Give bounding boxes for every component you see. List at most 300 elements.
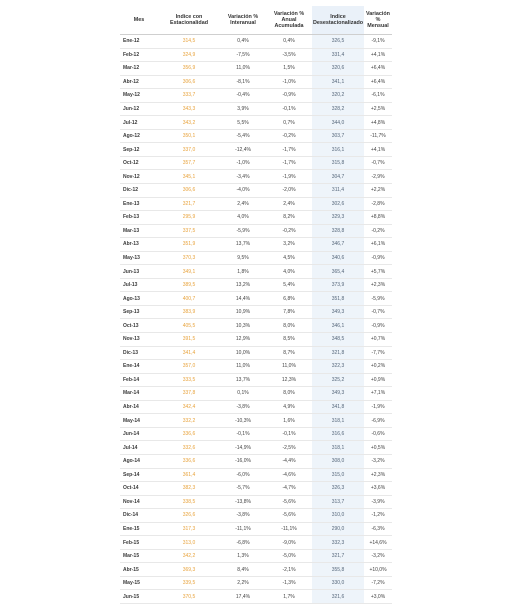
cell-indice-estacionalidad: 357,0 — [158, 360, 220, 374]
cell-indice-estacionalidad: 400,7 — [158, 292, 220, 306]
cell-mes: Ene-13 — [120, 197, 158, 211]
cell-variacion-mensual: -2,9% — [364, 170, 392, 184]
cell-variacion-interanual: 13,7% — [220, 238, 266, 252]
cell-variacion-mensual: +8,8% — [364, 211, 392, 225]
table-row — [120, 495, 392, 509]
cell-indice-desestacionalizado: 373,9 — [312, 278, 364, 292]
cell-variacion-mensual: +10,0% — [364, 563, 392, 577]
table-row — [120, 590, 392, 604]
cell-variacion-anual-acumulada: -0,2% — [266, 224, 312, 238]
cell-mes: May-15 — [120, 576, 158, 590]
cell-mes: Dic-14 — [120, 509, 158, 523]
cell-variacion-interanual: 10,0% — [220, 346, 266, 360]
cell-variacion-anual-acumulada: 8,5% — [266, 333, 312, 347]
header-indice-desestacionalizado: Indice Desestacionalizado — [312, 6, 364, 35]
table-row — [120, 211, 392, 225]
table-row — [120, 427, 392, 441]
cell-variacion-interanual: -16,0% — [220, 454, 266, 468]
cell-mes: Ene-14 — [120, 360, 158, 374]
table-row — [120, 522, 392, 536]
cell-variacion-interanual: 5,5% — [220, 116, 266, 130]
cell-variacion-anual-acumulada: 11,0% — [266, 360, 312, 374]
table-row — [120, 549, 392, 563]
cell-variacion-anual-acumulada: -4,4% — [266, 454, 312, 468]
cell-variacion-anual-acumulada: -1,3% — [266, 576, 312, 590]
cell-mes: May-12 — [120, 89, 158, 103]
cell-variacion-anual-acumulada: -5,0% — [266, 549, 312, 563]
cell-variacion-mensual: +4,1% — [364, 143, 392, 157]
cell-variacion-interanual: -3,4% — [220, 170, 266, 184]
cell-variacion-mensual: -3,2% — [364, 549, 392, 563]
cell-mes: Oct-14 — [120, 482, 158, 496]
cell-mes: Feb-14 — [120, 373, 158, 387]
cell-mes: Ago-12 — [120, 129, 158, 143]
cell-mes: Dic-12 — [120, 184, 158, 198]
cell-mes: Sep-13 — [120, 305, 158, 319]
cell-variacion-mensual: -6,9% — [364, 414, 392, 428]
cell-indice-desestacionalizado: 325,2 — [312, 373, 364, 387]
cell-variacion-interanual: 2,4% — [220, 197, 266, 211]
cell-indice-desestacionalizado: 313,7 — [312, 495, 364, 509]
table-row — [120, 224, 392, 238]
cell-mes: Oct-12 — [120, 156, 158, 170]
cell-indice-desestacionalizado: 348,5 — [312, 333, 364, 347]
cell-indice-desestacionalizado: 322,3 — [312, 360, 364, 374]
table-row — [120, 360, 392, 374]
cell-indice-desestacionalizado: 316,6 — [312, 427, 364, 441]
cell-indice-estacionalidad: 332,6 — [158, 441, 220, 455]
cell-indice-desestacionalizado: 349,3 — [312, 305, 364, 319]
cell-variacion-mensual: -1,2% — [364, 509, 392, 523]
cell-indice-estacionalidad: 324,9 — [158, 48, 220, 62]
cell-indice-desestacionalizado: 346,7 — [312, 238, 364, 252]
production-index-table — [120, 6, 392, 604]
cell-variacion-mensual: +3,0% — [364, 590, 392, 604]
table-row — [120, 333, 392, 347]
cell-mes: Sep-12 — [120, 143, 158, 157]
cell-variacion-anual-acumulada: -3,5% — [266, 48, 312, 62]
cell-variacion-interanual: 11,0% — [220, 62, 266, 76]
cell-indice-desestacionalizado: 320,2 — [312, 89, 364, 103]
cell-mes: Ene-12 — [120, 35, 158, 49]
cell-mes: Abr-13 — [120, 238, 158, 252]
cell-indice-estacionalidad: 337,0 — [158, 143, 220, 157]
table-row — [120, 292, 392, 306]
header-row — [120, 6, 392, 35]
cell-mes: Ene-15 — [120, 522, 158, 536]
cell-indice-estacionalidad: 306,6 — [158, 184, 220, 198]
cell-mes: Mar-14 — [120, 387, 158, 401]
cell-indice-desestacionalizado: 315,0 — [312, 468, 364, 482]
cell-mes: Feb-12 — [120, 48, 158, 62]
cell-indice-estacionalidad: 356,9 — [158, 62, 220, 76]
cell-variacion-anual-acumulada: 1,5% — [266, 62, 312, 76]
cell-mes: Dic-13 — [120, 346, 158, 360]
cell-mes: Mar-13 — [120, 224, 158, 238]
cell-mes: Ago-13 — [120, 292, 158, 306]
cell-variacion-interanual: 1,8% — [220, 265, 266, 279]
cell-mes: Mar-15 — [120, 549, 158, 563]
cell-mes: Abr-14 — [120, 400, 158, 414]
cell-indice-desestacionalizado: 315,8 — [312, 156, 364, 170]
cell-indice-desestacionalizado: 329,3 — [312, 211, 364, 225]
cell-variacion-interanual: -11,1% — [220, 522, 266, 536]
table-row — [120, 414, 392, 428]
cell-indice-desestacionalizado: 332,3 — [312, 536, 364, 550]
cell-indice-estacionalidad: 370,5 — [158, 590, 220, 604]
table-row — [120, 387, 392, 401]
table-row — [120, 89, 392, 103]
cell-indice-desestacionalizado: 318,1 — [312, 414, 364, 428]
cell-indice-estacionalidad: 383,9 — [158, 305, 220, 319]
cell-variacion-anual-acumulada: 12,3% — [266, 373, 312, 387]
table-header — [120, 6, 392, 35]
cell-variacion-interanual: -6,8% — [220, 536, 266, 550]
cell-variacion-anual-acumulada: 8,2% — [266, 211, 312, 225]
cell-indice-estacionalidad: 391,5 — [158, 333, 220, 347]
cell-variacion-mensual: +0,2% — [364, 360, 392, 374]
cell-variacion-anual-acumulada: 2,4% — [266, 197, 312, 211]
table-row — [120, 143, 392, 157]
cell-mes: Oct-13 — [120, 319, 158, 333]
cell-indice-estacionalidad: 339,5 — [158, 576, 220, 590]
table-row — [120, 400, 392, 414]
cell-variacion-interanual: 0,1% — [220, 387, 266, 401]
cell-variacion-mensual: -6,1% — [364, 89, 392, 103]
cell-variacion-mensual: -1,9% — [364, 400, 392, 414]
cell-variacion-interanual: -6,0% — [220, 468, 266, 482]
cell-variacion-interanual: 10,3% — [220, 319, 266, 333]
cell-indice-estacionalidad: 313,0 — [158, 536, 220, 550]
cell-variacion-interanual: 13,2% — [220, 278, 266, 292]
cell-variacion-anual-acumulada: -0,9% — [266, 89, 312, 103]
cell-mes: Feb-15 — [120, 536, 158, 550]
cell-variacion-mensual: +2,2% — [364, 184, 392, 198]
table-body — [120, 35, 392, 604]
cell-variacion-interanual: -5,4% — [220, 129, 266, 143]
cell-indice-desestacionalizado: 302,6 — [312, 197, 364, 211]
cell-variacion-anual-acumulada: -0,1% — [266, 427, 312, 441]
cell-indice-estacionalidad: 337,5 — [158, 224, 220, 238]
header-variacion-anual-acumulada: Variación % Anual Acumulada — [266, 6, 312, 35]
cell-variacion-interanual: 9,5% — [220, 251, 266, 265]
cell-variacion-anual-acumulada: -2,5% — [266, 441, 312, 455]
cell-indice-desestacionalizado: 349,3 — [312, 387, 364, 401]
cell-variacion-interanual: -0,4% — [220, 89, 266, 103]
header-variacion-mensual: Variación % Mensual — [364, 6, 392, 35]
cell-variacion-anual-acumulada: -5,6% — [266, 509, 312, 523]
cell-mes: Jul-13 — [120, 278, 158, 292]
cell-indice-estacionalidad: 333,7 — [158, 89, 220, 103]
cell-indice-estacionalidad: 343,2 — [158, 116, 220, 130]
cell-indice-desestacionalizado: 304,7 — [312, 170, 364, 184]
cell-variacion-anual-acumulada: -0,2% — [266, 129, 312, 143]
cell-variacion-interanual: -3,8% — [220, 509, 266, 523]
cell-mes: Abr-12 — [120, 75, 158, 89]
cell-variacion-anual-acumulada: -1,7% — [266, 156, 312, 170]
table-row — [120, 563, 392, 577]
cell-mes: Jun-14 — [120, 427, 158, 441]
cell-indice-estacionalidad: 332,2 — [158, 414, 220, 428]
cell-variacion-mensual: -7,7% — [364, 346, 392, 360]
cell-mes: Jun-13 — [120, 265, 158, 279]
cell-variacion-interanual: -4,0% — [220, 184, 266, 198]
table-row — [120, 373, 392, 387]
table-row — [120, 238, 392, 252]
cell-variacion-anual-acumulada: 3,2% — [266, 238, 312, 252]
cell-indice-estacionalidad: 349,1 — [158, 265, 220, 279]
table-row — [120, 278, 392, 292]
table-row — [120, 468, 392, 482]
cell-indice-desestacionalizado: 318,1 — [312, 441, 364, 455]
cell-variacion-mensual: -3,2% — [364, 454, 392, 468]
table-row — [120, 116, 392, 130]
table-row — [120, 265, 392, 279]
cell-variacion-anual-acumulada: 0,4% — [266, 35, 312, 49]
cell-mes: Jun-15 — [120, 590, 158, 604]
cell-indice-estacionalidad: 345,1 — [158, 170, 220, 184]
cell-indice-estacionalidad: 351,9 — [158, 238, 220, 252]
cell-mes: Sep-14 — [120, 468, 158, 482]
cell-variacion-anual-acumulada: 1,7% — [266, 590, 312, 604]
cell-variacion-anual-acumulada: -2,0% — [266, 184, 312, 198]
cell-variacion-mensual: -0,9% — [364, 251, 392, 265]
cell-indice-estacionalidad: 357,7 — [158, 156, 220, 170]
cell-variacion-anual-acumulada: 1,6% — [266, 414, 312, 428]
cell-variacion-mensual: -3,9% — [364, 495, 392, 509]
cell-variacion-mensual: +6,1% — [364, 238, 392, 252]
cell-mes: Jul-12 — [120, 116, 158, 130]
cell-variacion-mensual: +2,5% — [364, 102, 392, 116]
cell-indice-estacionalidad: 306,6 — [158, 75, 220, 89]
cell-indice-desestacionalizado: 311,4 — [312, 184, 364, 198]
cell-variacion-anual-acumulada: 8,0% — [266, 387, 312, 401]
cell-variacion-interanual: 14,4% — [220, 292, 266, 306]
cell-mes: Ago-14 — [120, 454, 158, 468]
cell-indice-desestacionalizado: 321,7 — [312, 549, 364, 563]
cell-variacion-anual-acumulada: 4,0% — [266, 265, 312, 279]
cell-indice-estacionalidad: 333,5 — [158, 373, 220, 387]
table-row — [120, 129, 392, 143]
cell-variacion-interanual: -8,1% — [220, 75, 266, 89]
cell-variacion-anual-acumulada: 5,4% — [266, 278, 312, 292]
cell-variacion-interanual: -3,8% — [220, 400, 266, 414]
table-row — [120, 170, 392, 184]
cell-variacion-interanual: -7,5% — [220, 48, 266, 62]
cell-variacion-interanual: -12,4% — [220, 143, 266, 157]
cell-indice-desestacionalizado: 346,1 — [312, 319, 364, 333]
cell-indice-desestacionalizado: 326,3 — [312, 482, 364, 496]
cell-variacion-mensual: -11,7% — [364, 129, 392, 143]
table-row — [120, 62, 392, 76]
cell-variacion-anual-acumulada: 8,7% — [266, 346, 312, 360]
cell-variacion-interanual: 11,0% — [220, 360, 266, 374]
cell-variacion-mensual: -7,2% — [364, 576, 392, 590]
cell-mes: Jun-12 — [120, 102, 158, 116]
cell-variacion-mensual: +0,5% — [364, 441, 392, 455]
cell-indice-estacionalidad: 350,1 — [158, 129, 220, 143]
table-row — [120, 35, 392, 49]
table-row — [120, 536, 392, 550]
cell-indice-estacionalidad: 343,3 — [158, 102, 220, 116]
cell-mes: Nov-12 — [120, 170, 158, 184]
cell-indice-desestacionalizado: 330,0 — [312, 576, 364, 590]
cell-variacion-anual-acumulada: -1,7% — [266, 143, 312, 157]
cell-variacion-interanual: 17,4% — [220, 590, 266, 604]
cell-indice-estacionalidad: 369,3 — [158, 563, 220, 577]
cell-indice-estacionalidad: 337,8 — [158, 387, 220, 401]
cell-variacion-anual-acumulada: 4,5% — [266, 251, 312, 265]
table-row — [120, 346, 392, 360]
cell-indice-desestacionalizado: 340,6 — [312, 251, 364, 265]
cell-variacion-interanual: -1,0% — [220, 156, 266, 170]
cell-variacion-mensual: +6,4% — [364, 62, 392, 76]
cell-mes: Abr-15 — [120, 563, 158, 577]
table-row — [120, 454, 392, 468]
cell-variacion-mensual: -0,6% — [364, 427, 392, 441]
cell-indice-desestacionalizado: 351,8 — [312, 292, 364, 306]
header-variacion-interanual: Variación % Interanual — [220, 6, 266, 35]
cell-indice-estacionalidad: 342,4 — [158, 400, 220, 414]
cell-indice-desestacionalizado: 320,6 — [312, 62, 364, 76]
cell-variacion-mensual: -0,9% — [364, 319, 392, 333]
cell-indice-estacionalidad: 389,5 — [158, 278, 220, 292]
cell-indice-estacionalidad: 295,9 — [158, 211, 220, 225]
cell-indice-estacionalidad: 342,2 — [158, 549, 220, 563]
cell-indice-estacionalidad: 326,6 — [158, 509, 220, 523]
cell-indice-estacionalidad: 317,3 — [158, 522, 220, 536]
cell-indice-desestacionalizado: 321,8 — [312, 346, 364, 360]
cell-variacion-mensual: +14,6% — [364, 536, 392, 550]
table-row — [120, 509, 392, 523]
cell-indice-desestacionalizado: 341,8 — [312, 400, 364, 414]
cell-indice-estacionalidad: 361,4 — [158, 468, 220, 482]
cell-indice-desestacionalizado: 303,7 — [312, 129, 364, 143]
cell-variacion-mensual: +5,7% — [364, 265, 392, 279]
cell-mes: May-13 — [120, 251, 158, 265]
cell-indice-estacionalidad: 336,6 — [158, 454, 220, 468]
table-row — [120, 319, 392, 333]
cell-indice-estacionalidad: 321,7 — [158, 197, 220, 211]
cell-indice-desestacionalizado: 326,5 — [312, 35, 364, 49]
cell-mes: Nov-14 — [120, 495, 158, 509]
cell-mes: May-14 — [120, 414, 158, 428]
table-row — [120, 48, 392, 62]
cell-mes: Feb-13 — [120, 211, 158, 225]
data-table-container — [120, 6, 392, 604]
cell-indice-desestacionalizado: 355,8 — [312, 563, 364, 577]
cell-variacion-anual-acumulada: 6,8% — [266, 292, 312, 306]
cell-variacion-mensual: +0,9% — [364, 373, 392, 387]
table-row — [120, 305, 392, 319]
cell-variacion-mensual: +0,7% — [364, 333, 392, 347]
cell-indice-estacionalidad: 314,5 — [158, 35, 220, 49]
cell-variacion-mensual: -0,2% — [364, 224, 392, 238]
cell-indice-estacionalidad: 405,5 — [158, 319, 220, 333]
cell-mes: Jul-14 — [120, 441, 158, 455]
cell-variacion-interanual: 12,9% — [220, 333, 266, 347]
cell-indice-desestacionalizado: 341,1 — [312, 75, 364, 89]
table-row — [120, 156, 392, 170]
cell-indice-desestacionalizado: 331,4 — [312, 48, 364, 62]
cell-variacion-anual-acumulada: -0,1% — [266, 102, 312, 116]
table-row — [120, 197, 392, 211]
cell-variacion-interanual: 2,2% — [220, 576, 266, 590]
table-row — [120, 184, 392, 198]
cell-variacion-anual-acumulada: 8,0% — [266, 319, 312, 333]
cell-indice-desestacionalizado: 308,0 — [312, 454, 364, 468]
cell-variacion-interanual: -5,7% — [220, 482, 266, 496]
table-row — [120, 251, 392, 265]
cell-indice-estacionalidad: 370,3 — [158, 251, 220, 265]
cell-variacion-mensual: -5,9% — [364, 292, 392, 306]
cell-variacion-interanual: 8,4% — [220, 563, 266, 577]
cell-variacion-mensual: +7,1% — [364, 387, 392, 401]
cell-indice-estacionalidad: 338,5 — [158, 495, 220, 509]
cell-variacion-interanual: 4,0% — [220, 211, 266, 225]
cell-mes: Nov-13 — [120, 333, 158, 347]
cell-indice-desestacionalizado: 290,0 — [312, 522, 364, 536]
cell-variacion-mensual: +4,1% — [364, 48, 392, 62]
cell-variacion-interanual: 0,4% — [220, 35, 266, 49]
cell-variacion-anual-acumulada: 4,9% — [266, 400, 312, 414]
table-row — [120, 482, 392, 496]
cell-variacion-mensual: +6,4% — [364, 75, 392, 89]
cell-indice-desestacionalizado: 344,0 — [312, 116, 364, 130]
cell-variacion-anual-acumulada: 0,7% — [266, 116, 312, 130]
cell-variacion-mensual: +2,3% — [364, 278, 392, 292]
header-indice-estacionalidad: Indice con Estacionalidad — [158, 6, 220, 35]
cell-indice-estacionalidad: 336,6 — [158, 427, 220, 441]
table-row — [120, 441, 392, 455]
cell-variacion-mensual: -2,8% — [364, 197, 392, 211]
cell-indice-desestacionalizado: 321,6 — [312, 590, 364, 604]
cell-mes: Mar-12 — [120, 62, 158, 76]
cell-variacion-interanual: -10,3% — [220, 414, 266, 428]
cell-variacion-anual-acumulada: -1,0% — [266, 75, 312, 89]
cell-variacion-mensual: -0,7% — [364, 305, 392, 319]
cell-variacion-interanual: -14,9% — [220, 441, 266, 455]
cell-variacion-interanual: 10,9% — [220, 305, 266, 319]
cell-variacion-anual-acumulada: -1,9% — [266, 170, 312, 184]
cell-variacion-mensual: -0,7% — [364, 156, 392, 170]
cell-variacion-anual-acumulada: -4,6% — [266, 468, 312, 482]
cell-variacion-interanual: 1,3% — [220, 549, 266, 563]
header-mes: Mes — [120, 6, 158, 35]
table-row — [120, 102, 392, 116]
cell-variacion-anual-acumulada: -5,6% — [266, 495, 312, 509]
cell-variacion-mensual: +2,3% — [364, 468, 392, 482]
cell-indice-estacionalidad: 382,3 — [158, 482, 220, 496]
cell-variacion-anual-acumulada: -2,1% — [266, 563, 312, 577]
table-row — [120, 576, 392, 590]
cell-variacion-mensual: -9,1% — [364, 35, 392, 49]
cell-variacion-interanual: 3,9% — [220, 102, 266, 116]
cell-variacion-anual-acumulada: -4,7% — [266, 482, 312, 496]
cell-indice-desestacionalizado: 328,2 — [312, 102, 364, 116]
cell-variacion-anual-acumulada: 7,8% — [266, 305, 312, 319]
cell-variacion-mensual: +4,8% — [364, 116, 392, 130]
cell-indice-desestacionalizado: 310,0 — [312, 509, 364, 523]
cell-indice-desestacionalizado: 316,1 — [312, 143, 364, 157]
cell-indice-desestacionalizado: 365,4 — [312, 265, 364, 279]
cell-indice-desestacionalizado: 328,8 — [312, 224, 364, 238]
cell-variacion-interanual: -13,8% — [220, 495, 266, 509]
cell-variacion-mensual: -6,3% — [364, 522, 392, 536]
cell-variacion-anual-acumulada: -11,1% — [266, 522, 312, 536]
cell-variacion-mensual: +3,6% — [364, 482, 392, 496]
cell-variacion-interanual: 13,7% — [220, 373, 266, 387]
